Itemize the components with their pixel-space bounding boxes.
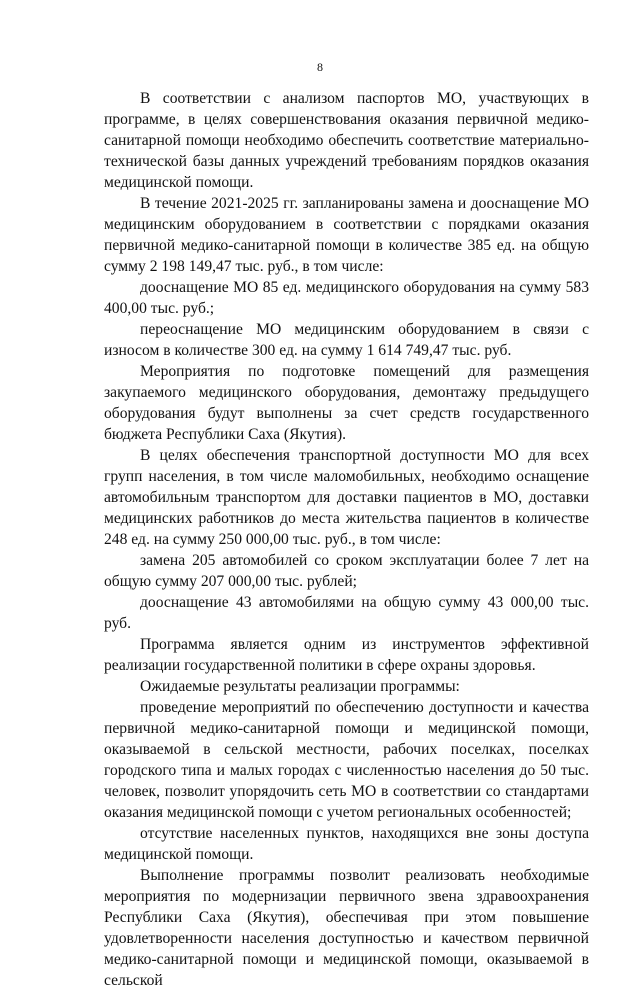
paragraph-result-coverage: отсутствие населенных пунктов, находящихся вне зоны доступа медицинской помощи. bbox=[104, 825, 589, 863]
paragraph-expected-results-heading: Ожидаемые результаты реализации программы: bbox=[140, 678, 460, 695]
document-body bbox=[104, 88, 589, 991]
paragraph-equipment-replacement: переоснащение МО медицинским оборудованием в связи с износом в количестве 300 ед. на сумму 1 614 749,47 тыс. руб. bbox=[104, 321, 589, 359]
paragraph-transport-access: В целях обеспечения транспортной доступности МО для всех групп населения, в том числе маломобильных, необходимо оснащение автомобильным транспортом для доставки пациентов в МО, доставки медицинских работников до места жительства пациентов в количестве 248 ед. на сумму 250 000,00 тыс. руб., в том числе: bbox=[104, 447, 589, 548]
page-number: 8 bbox=[317, 60, 323, 74]
paragraph-equipment-plan: В течение 2021-2025 гг. запланированы замена и дооснащение МО медицинским оборудованием в соответствии с порядками оказания первичной медико-санитарной помощи в количестве 385 ед. на общую сумму 2 198 149,47 тыс. руб., в том числе: bbox=[104, 195, 589, 275]
paragraph-result-accessibility: проведение мероприятий по обеспечению доступности и качества первичной медико-санитарной помощи и медицинской помощи, оказываемой в сельской местности, рабочих поселках, поселках городского типа и малых городах с численностью населения до 50 тыс. человек, позволит упорядочить сеть МО в соответствии со стандартами оказания медицинской помощи с учетом региональных особенностей; bbox=[104, 699, 589, 821]
paragraph-passport-analysis: В соответствии с анализом паспортов МО, участвующих в программе, в целях совершенствования оказания первичной медико-санитарной помощи необходимо обеспечить соответствие материально-технической базы данных учреждений требованиям порядков оказания медицинской помощи. bbox=[104, 90, 589, 191]
paragraph-program-implementation: Выполнение программы позволит реализовать необходимые мероприятия по модернизации первичного звена здравоохранения Республики Саха (Якутия), обеспечивая при этом повышение удовлетворенности населения доступностью и качеством первичной медико-санитарной помощи и медицинской помощи, оказываемой в сельской bbox=[104, 867, 589, 989]
paragraph-program-role: Программа является одним из инструментов эффективной реализации государственной политики в сфере охраны здоровья. bbox=[104, 636, 589, 674]
paragraph-vehicle-replacement: замена 205 автомобилей со сроком эксплуатации более 7 лет на общую сумму 207 000,00 тыс. рублей; bbox=[104, 552, 589, 590]
paragraph-equipment-additional: дооснащение МО 85 ед. медицинского оборудования на сумму 583 400,00 тыс. руб.; bbox=[104, 279, 589, 317]
paragraph-premises-preparation: Мероприятия по подготовке помещений для размещения закупаемого медицинского оборудования, демонтажу предыдущего оборудования будут выполнены за счет средств государственного бюджета Республики Саха (Якутия). bbox=[104, 363, 589, 443]
paragraph-vehicle-additional: дооснащение 43 автомобилями на общую сумму 43 000,00 тыс. руб. bbox=[104, 594, 589, 632]
